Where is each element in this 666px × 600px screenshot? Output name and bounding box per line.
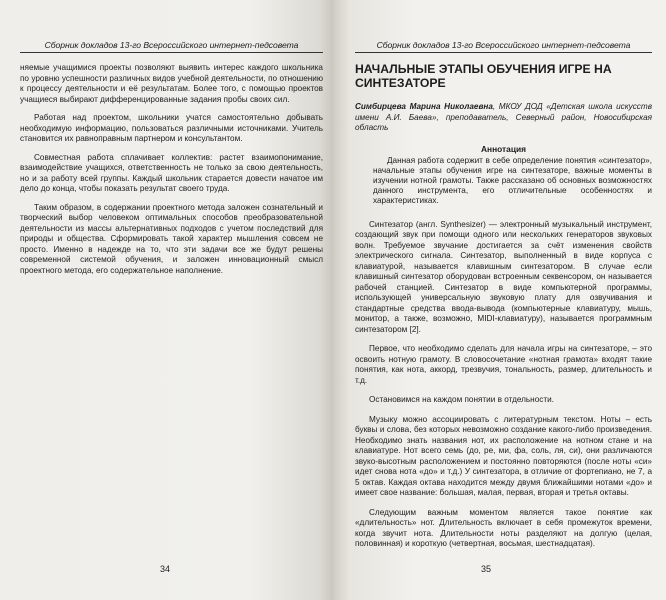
paragraph: Музыку можно ассоциировать с литературным текстом. Ноты – есть буквы и слова, без которых невозможно создание какого-либо произведения. Необходимо знать названия нот, их расположение на нотном стане и на клавиатуре. Нот всего семь (до, ре, ми, фа, соль, ля, си), они различаются звуко-высотным расположением и постоянно повторяются (после ноты «си» идет снова нота «до» и т.д.) У синтезатора, в отличие от фортепиано, не 7, а 5 октав. Каждая октава находится между двумя ближайшими нотами «до» и имеет свое название: большая, малая, первая, вторая и третья октавы. [355, 414, 652, 497]
paragraph: Совместная работа сплачивает коллектив: растет взаимопонимание, взаимодействие учащихся, ответственность не только за свою деятельность, но и за работу всей группы. Каждый школьник старается довести начатое им дело до конца, чтобы показать результат своего труда. [20, 152, 323, 193]
paragraph: Первое, что необходимо сделать для начала игры на синтезаторе, – это освоить нотную грамоту. В словосочетание «нотная грамота» входят такие понятия, как нота, аккорд, трезвучия, тональность, размер, длительность и т.д. [355, 344, 652, 385]
author-name: Симбирцева Марина Николаевна [355, 102, 493, 111]
running-head: Сборник докладов 13-го Всероссийского интернет-педсовета [355, 40, 652, 53]
paragraph: Синтезатор (англ. Synthesizer) — электронный музыкальный инструмент, создающий звук при помощи одного или нескольких генераторов звуковых волн. Требуемое звучание достигается за счёт изменения свойств электрического сигнала. Синтезатор, выполненный в виде корпуса с клавиатурой, называется клавишным синтезатором. В случае если клавишный синтезатор оборудован встроенным секвенсором, он называется рабочей станцией. Синтезатор в виде компьютерной программы, использующей универсальную звуковую плату для озвучивания и стандартные средства ввода-вывода (компьютерные клавиатуру, мышь, монитор, а также, возможно, MIDI-клавиатуру), называется программным синтезатором [2]. [355, 219, 652, 334]
paragraph: Остановимся на каждом понятии в отдельности. [369, 395, 554, 404]
author-affiliation: , МКОУ ДОД «Детская школа искусств имени А.И. Баева», преподаватель, Северный район, Новосибирская область [355, 102, 652, 132]
paragraph: Следующим важным моментом является такое понятие как «длительность» нот. Длительность включает в себя промежуток времени, когда звучит нота. Длительности ноты разделяют на долгую (целая, половинная) и короткую (четвертная, восьмая, шестнадцатая). [355, 507, 652, 548]
abstract-text: Данная работа содержит в себе определение понятия «синтезатор», начальные этапы обучения игре на синтезаторе, важные моменты в изучении нотной грамоты. Также рассказано об основных возможностях данного инструмента, его отличительные особенностях и характеристиках. [373, 155, 652, 205]
article-title: НАЧАЛЬНЫЕ ЭТАПЫ ОБУЧЕНИЯ ИГРЕ НА СИНТЕЗАТОРЕ [355, 62, 612, 90]
paragraph: Работая над проектом, школьники учатся самостоятельно добывать необходимую информацию, пользоваться различными источниками. Учитель становится их равноправным партнером и консультантом. [20, 113, 323, 143]
paragraph: Таким образом, в содержании проектного метода заложен сознательный и творческий выбор человеком оптимальных способов преобразовательной деятельности из массы альтернативных подходов с учетом последствий для природы и общества. Сформировать такой характер мышления совсем не просто. Именно в надежде на то, что эти задачи все же будут решены современной системой обучения, и заложен инновационный смысл проектного метода, его содержательное наполнение. [20, 202, 323, 275]
paragraph: няемые учащимися проекты позволяют выявить интерес каждого школьника по уровню успешности различных видов учебной деятельности, по отношению к процессу деятельности и её результатам. Более того, с помощью проектов учащиеся выбирают дифференцированные задания пробы своих сил. [20, 63, 323, 104]
abstract-heading: Аннотация [480, 143, 526, 154]
running-head: Сборник докладов 13-го Всероссийского интернет-педсовета [20, 40, 323, 53]
page-number: 34 [160, 564, 171, 574]
author-line [355, 102, 652, 134]
right-page [333, 0, 666, 600]
page-number: 35 [481, 564, 492, 574]
